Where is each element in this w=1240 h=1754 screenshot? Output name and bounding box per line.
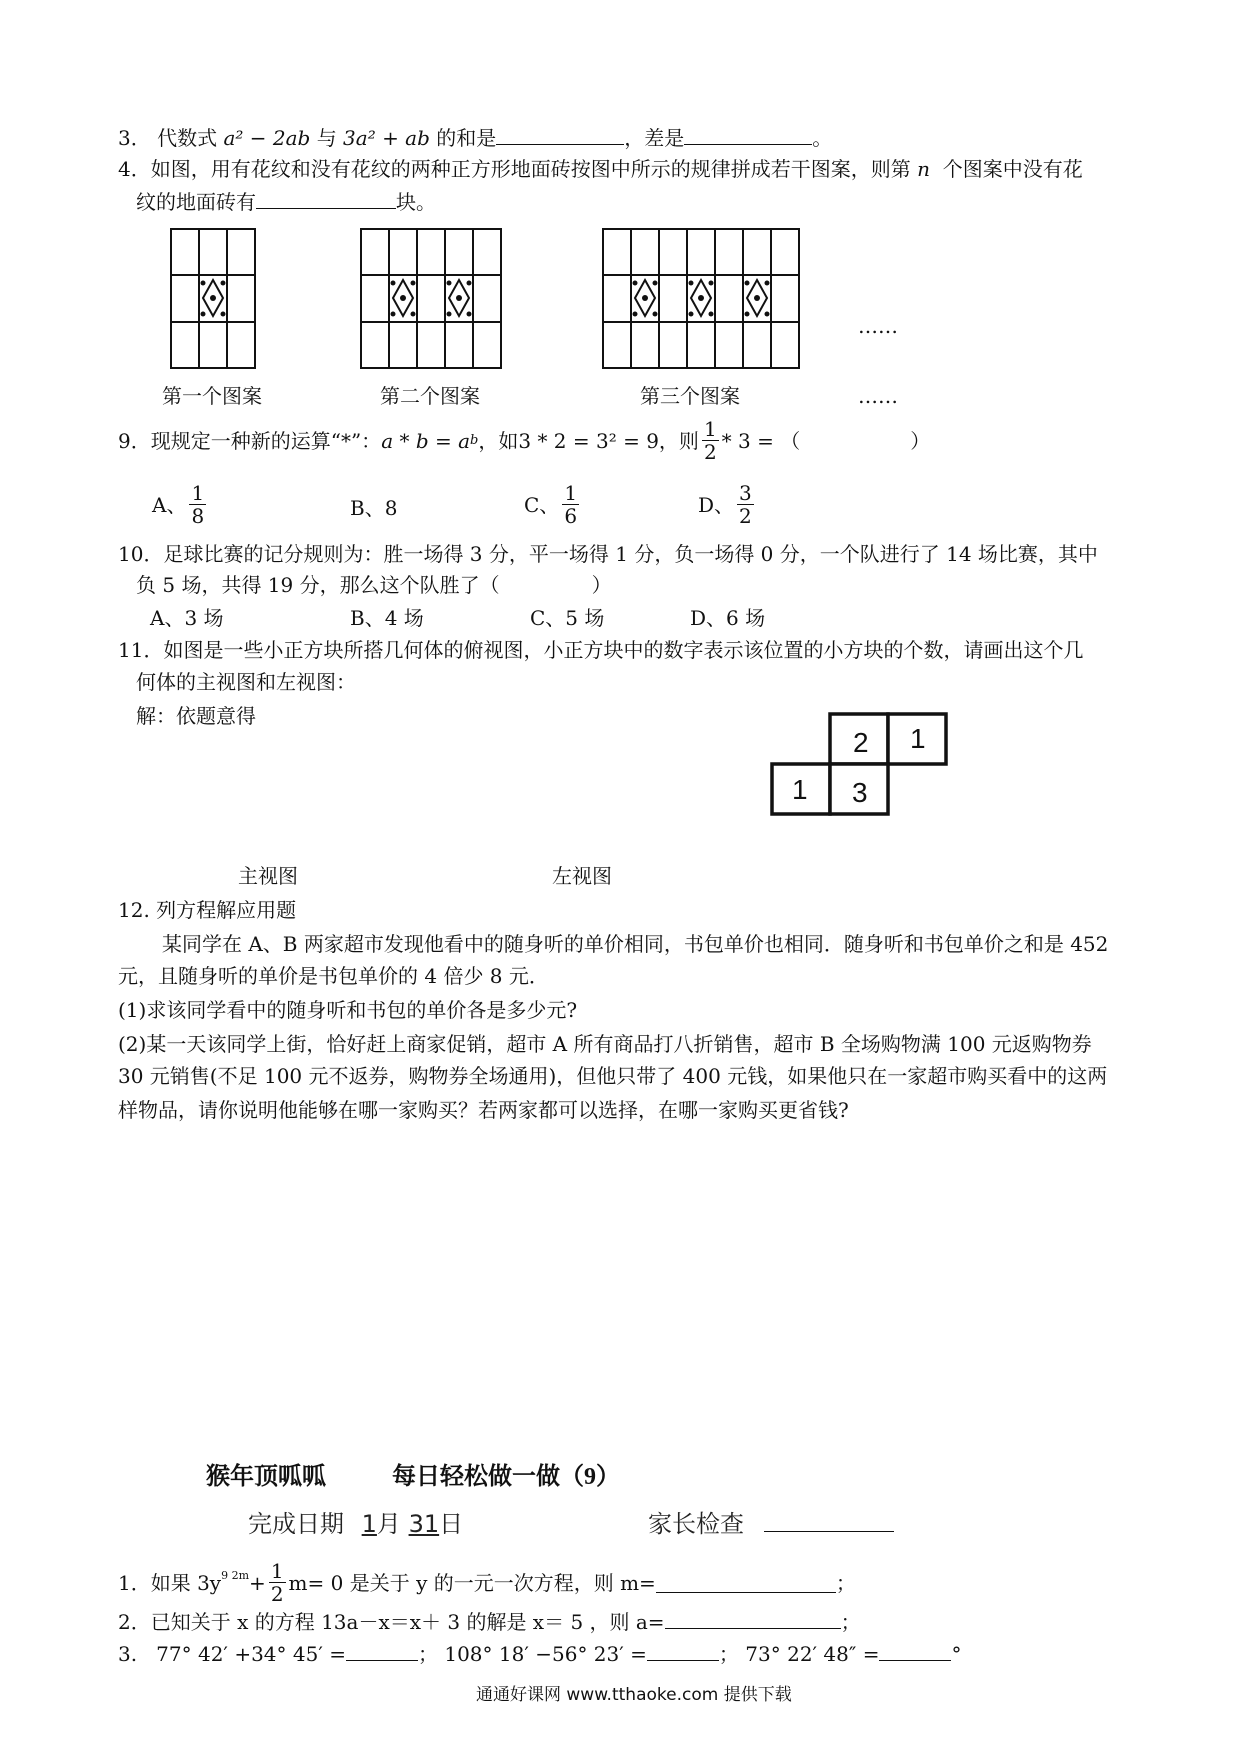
question-4-line2 (136, 188, 436, 216)
q12-subquestion-2-line3: 样物品，请你说明他能够在哪一家购买？若两家都可以选择，在哪一家购买更省钱? (118, 1098, 849, 1122)
text: 9．现规定一种新的运算“*”： (118, 428, 382, 453)
q10-option-b[interactable]: B、4 场 (350, 606, 424, 630)
completion-date (248, 1504, 463, 1539)
answer-label: 解：依题意得 (136, 704, 256, 728)
denominator: 2 (270, 1582, 284, 1606)
pattern-caption-3: 第三个图案 (640, 384, 740, 408)
fraction (562, 482, 579, 527)
question-number: 3． (118, 126, 151, 150)
question-4-line1 (118, 155, 1083, 183)
q10-option-c[interactable]: C、5 场 (530, 606, 605, 630)
flower-tile-icon (447, 280, 472, 317)
text: 与 (316, 126, 337, 150)
q12-subquestion-2-line2: 30 元销售(不足 100 元不返券，购物券全场通用)，但他只带了 400 元钱，如果他只在一家超市购买看中的这两 (118, 1064, 1108, 1088)
left-view-label: 左视图 (552, 864, 612, 888)
text: ° (951, 1642, 962, 1666)
tile-pattern-3 (602, 228, 802, 373)
footer-question-3 (118, 1640, 961, 1668)
tile-pattern-2 (360, 228, 510, 373)
pattern-caption-1: 第一个图案 (162, 384, 262, 408)
ellipsis: …… (858, 314, 898, 338)
q12-subquestion-2-line1: (2)某一天该同学上街，恰好赶上商家促销，超市 A 所有商品打八折销售，超市 B 全场购物满 100 元返购物券 (118, 1032, 1092, 1056)
text: m= 0 是关于 y 的一元一次方程，则 m= (288, 1570, 656, 1595)
q12-paragraph-line2: 元，且随身听的单价是书包单价的 4 倍少 8 元． (118, 964, 549, 988)
text: ； (840, 1610, 861, 1634)
question-3 (118, 124, 832, 152)
denominator: 6 (564, 504, 578, 528)
answer-blank[interactable] (647, 1640, 719, 1661)
cell-count: 3 (852, 777, 868, 808)
text: ） (591, 573, 612, 597)
front-view-label: 主视图 (238, 864, 298, 888)
expression: a² − 2ab (223, 126, 311, 150)
fraction (702, 418, 719, 463)
cell-count: 2 (853, 727, 869, 758)
numerator: 1 (703, 417, 717, 441)
q12-paragraph-line1: 某同学在 A、B 两家超市发现他看中的随身听的单价相同，书包单价也相同．随身听和书包单价之和是 452 (162, 932, 1109, 956)
option-label: D、 (698, 492, 735, 517)
numerator: 1 (564, 481, 578, 505)
top-view-diagram (770, 712, 952, 818)
superscript: 9 2m (221, 1569, 250, 1582)
text: 日 (439, 1510, 464, 1538)
month-value[interactable]: 1 (361, 1510, 377, 1538)
question-number: 3. (118, 1642, 138, 1666)
q10-option-d[interactable]: D、6 场 (690, 606, 766, 630)
brand-title: 猴年顶呱呱 (206, 1464, 326, 1490)
text: ； (418, 1642, 438, 1666)
expression: 3a² + ab (343, 126, 430, 150)
denominator: 2 (739, 504, 752, 528)
numerator: 1 (191, 481, 205, 505)
flower-tile-icon (689, 280, 714, 317)
text: ； (718, 1642, 739, 1666)
footer-question-2 (118, 1608, 861, 1636)
answer-blank[interactable] (346, 1640, 418, 1661)
q10-option-a[interactable]: A、3 场 (150, 606, 224, 630)
text: ，差是 (624, 126, 685, 150)
text: 73° 22′ 48″ = (745, 1642, 880, 1666)
pattern-caption-2: 第二个图案 (380, 384, 480, 408)
day-value[interactable]: 31 (408, 1510, 440, 1538)
answer-blank[interactable] (665, 1608, 841, 1629)
fraction (269, 1560, 286, 1605)
answer-blank[interactable] (256, 188, 396, 209)
text: 2．已知关于 x 的方程 13a－x＝x＋ 3 的解是 x＝ 5 ，则 a= (118, 1610, 665, 1634)
q12-subquestion-1: (1)求该同学看中的随身听和书包的单价各是多少元? (118, 998, 578, 1022)
text: 。 (812, 126, 833, 150)
denominator: 2 (703, 440, 717, 464)
parent-check (648, 1504, 894, 1539)
q9-option-c[interactable] (524, 482, 582, 527)
text: 的和是 (436, 126, 497, 150)
signature-blank[interactable] (764, 1505, 894, 1532)
text: ； (835, 1570, 856, 1595)
answer-blank[interactable] (684, 124, 812, 145)
check-label: 家长检查 (648, 1510, 744, 1538)
text: 108° 18′ −56° 23′ = (444, 1642, 647, 1666)
text: 纹的地面砖有 (136, 190, 256, 214)
text: 4．如图，用有花纹和没有花纹的两种正方形地面砖按图中所示的规律拼成若干图案，则第 (118, 157, 911, 181)
cell-count: 1 (910, 723, 926, 754)
text: 代数式 (157, 126, 218, 150)
denominator: 8 (191, 504, 205, 528)
flower-tile-icon (201, 280, 226, 317)
expression: a * b = a (381, 428, 471, 453)
text: 块。 (396, 190, 436, 214)
question-12-title: 12. 列方程解应用题 (118, 898, 297, 922)
answer-blank[interactable] (879, 1640, 951, 1661)
option-label: A、 (152, 492, 187, 517)
question-9 (118, 418, 930, 463)
numerator: 1 (270, 1559, 284, 1583)
text: 77° 42′ +34° 45′ = (156, 1642, 346, 1666)
option-label: C、 (524, 492, 560, 517)
text: + (249, 1570, 266, 1595)
answer-blank[interactable] (496, 124, 624, 145)
text: 负 5 场，共得 19 分，那么这个队胜了（ (136, 573, 500, 597)
footer-question-1 (118, 1560, 856, 1605)
question-11-line2: 何体的主视图和左视图： (136, 670, 356, 694)
text: 1．如果 3y (118, 1570, 222, 1595)
answer-blank[interactable] (656, 1572, 836, 1593)
date-label: 完成日期 (248, 1510, 344, 1538)
q9-option-d[interactable] (698, 482, 757, 527)
question-10-line1: 10．足球比赛的记分规则为：胜一场得 3 分，平一场得 1 分，负一场得 0 分，一个队进行了 14 场比赛，其中 (118, 542, 1098, 566)
flower-tile-icon (745, 280, 770, 317)
fraction (189, 482, 206, 527)
text: ） (910, 428, 931, 453)
text: 月 (376, 1510, 401, 1538)
numerator: 3 (739, 481, 752, 505)
question-11-line1: 11．如图是一些小正方块所搭几何体的俯视图，小正方块中的数字表示该位置的小方块的个数，请画出这个几 (118, 638, 1084, 662)
worksheet-title: 每日轻松做一做（9） (392, 1464, 620, 1490)
variable: n (917, 157, 930, 181)
superscript: b (470, 432, 479, 448)
question-10-line2 (136, 571, 612, 599)
flower-tile-icon (633, 280, 658, 317)
text: ，如3 * 2 = 3² = 9，则 (478, 428, 699, 453)
tile-pattern-1 (170, 228, 260, 373)
flower-tile-icon (391, 280, 416, 317)
source-credit: 通通好课网 www.tthaoke.com 提供下载 (476, 1685, 792, 1705)
ellipsis: …… (858, 384, 898, 408)
text: * 3 = （ (721, 428, 801, 453)
text: 个图案中没有花 (942, 157, 1083, 181)
q9-option-b[interactable]: B、8 (350, 496, 398, 520)
fraction (737, 482, 754, 527)
q9-option-a[interactable] (152, 482, 209, 527)
cell-count: 1 (792, 774, 808, 805)
